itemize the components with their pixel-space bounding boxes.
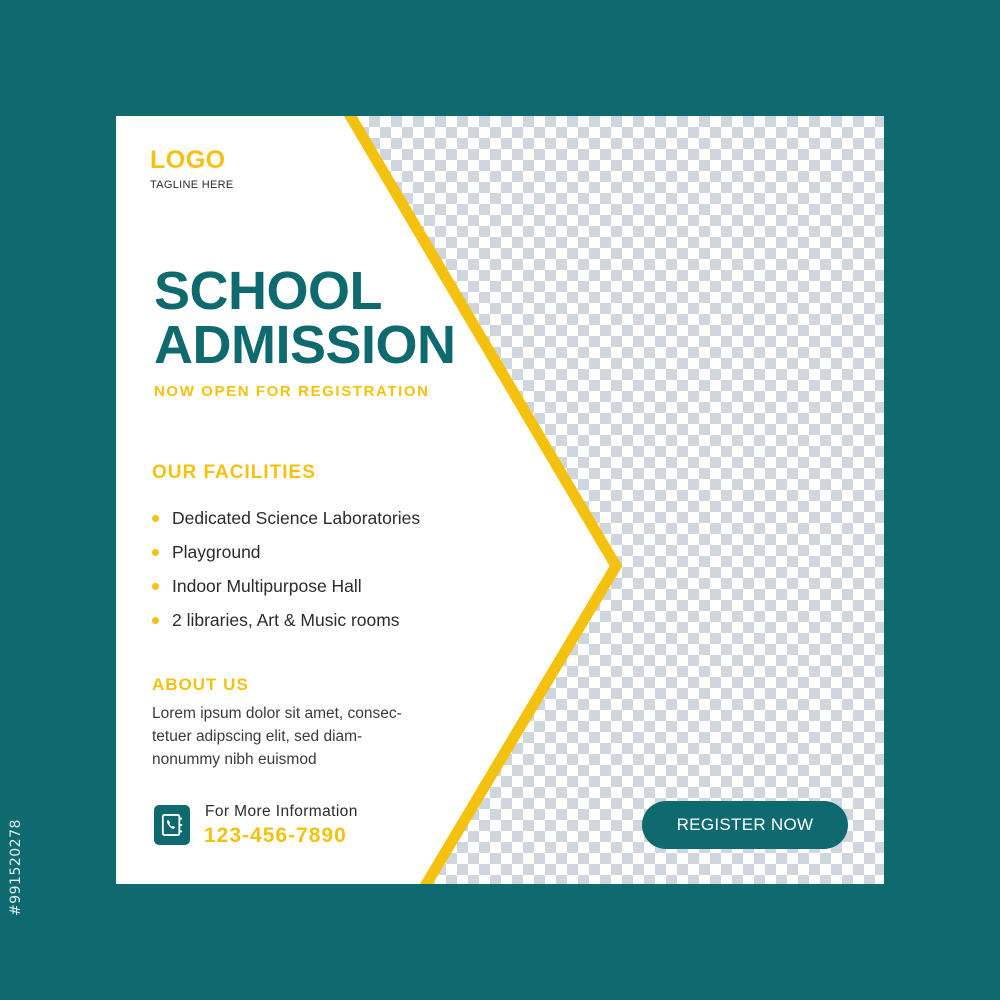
register-now-button[interactable]: REGISTER NOW [642, 801, 848, 849]
facility-label: 2 libraries, Art & Music rooms [172, 610, 400, 630]
bullet-dot-icon [152, 583, 159, 590]
logo: LOGO [150, 146, 226, 174]
title-line-2: ADMISSION [154, 315, 456, 375]
bullet-dot-icon [152, 549, 159, 556]
list-item [152, 608, 420, 642]
title-line-1: SCHOOL [154, 261, 383, 321]
about-heading: ABOUT US [152, 675, 249, 694]
tagline: TAGLINE HERE [150, 179, 234, 191]
about-line: tetuer adipscing elit, sed diam- [152, 728, 363, 745]
list-item [152, 506, 420, 540]
list-item [152, 574, 420, 608]
bullet-dot-icon [152, 515, 159, 522]
bullet-dot-icon [152, 617, 159, 624]
phone-number: 123-456-7890 [204, 824, 347, 847]
page-title [154, 261, 456, 375]
subtitle: NOW OPEN FOR REGISTRATION [154, 383, 430, 400]
contact-label: For More Information [205, 803, 358, 820]
list-item [152, 540, 420, 574]
phone-book-icon [154, 805, 190, 845]
about-text [152, 702, 472, 771]
stock-id: #991520278 [8, 819, 24, 916]
facility-label: Indoor Multipurpose Hall [172, 576, 362, 596]
facility-label: Playground [172, 542, 261, 562]
admission-flyer-card [116, 116, 884, 884]
about-line: nonummy nibh euismod [152, 751, 317, 768]
about-line: Lorem ipsum dolor sit amet, consec- [152, 705, 402, 722]
facility-label: Dedicated Science Laboratories [172, 508, 421, 528]
facilities-heading: OUR FACILITIES [152, 462, 316, 483]
facilities-list [152, 506, 420, 642]
